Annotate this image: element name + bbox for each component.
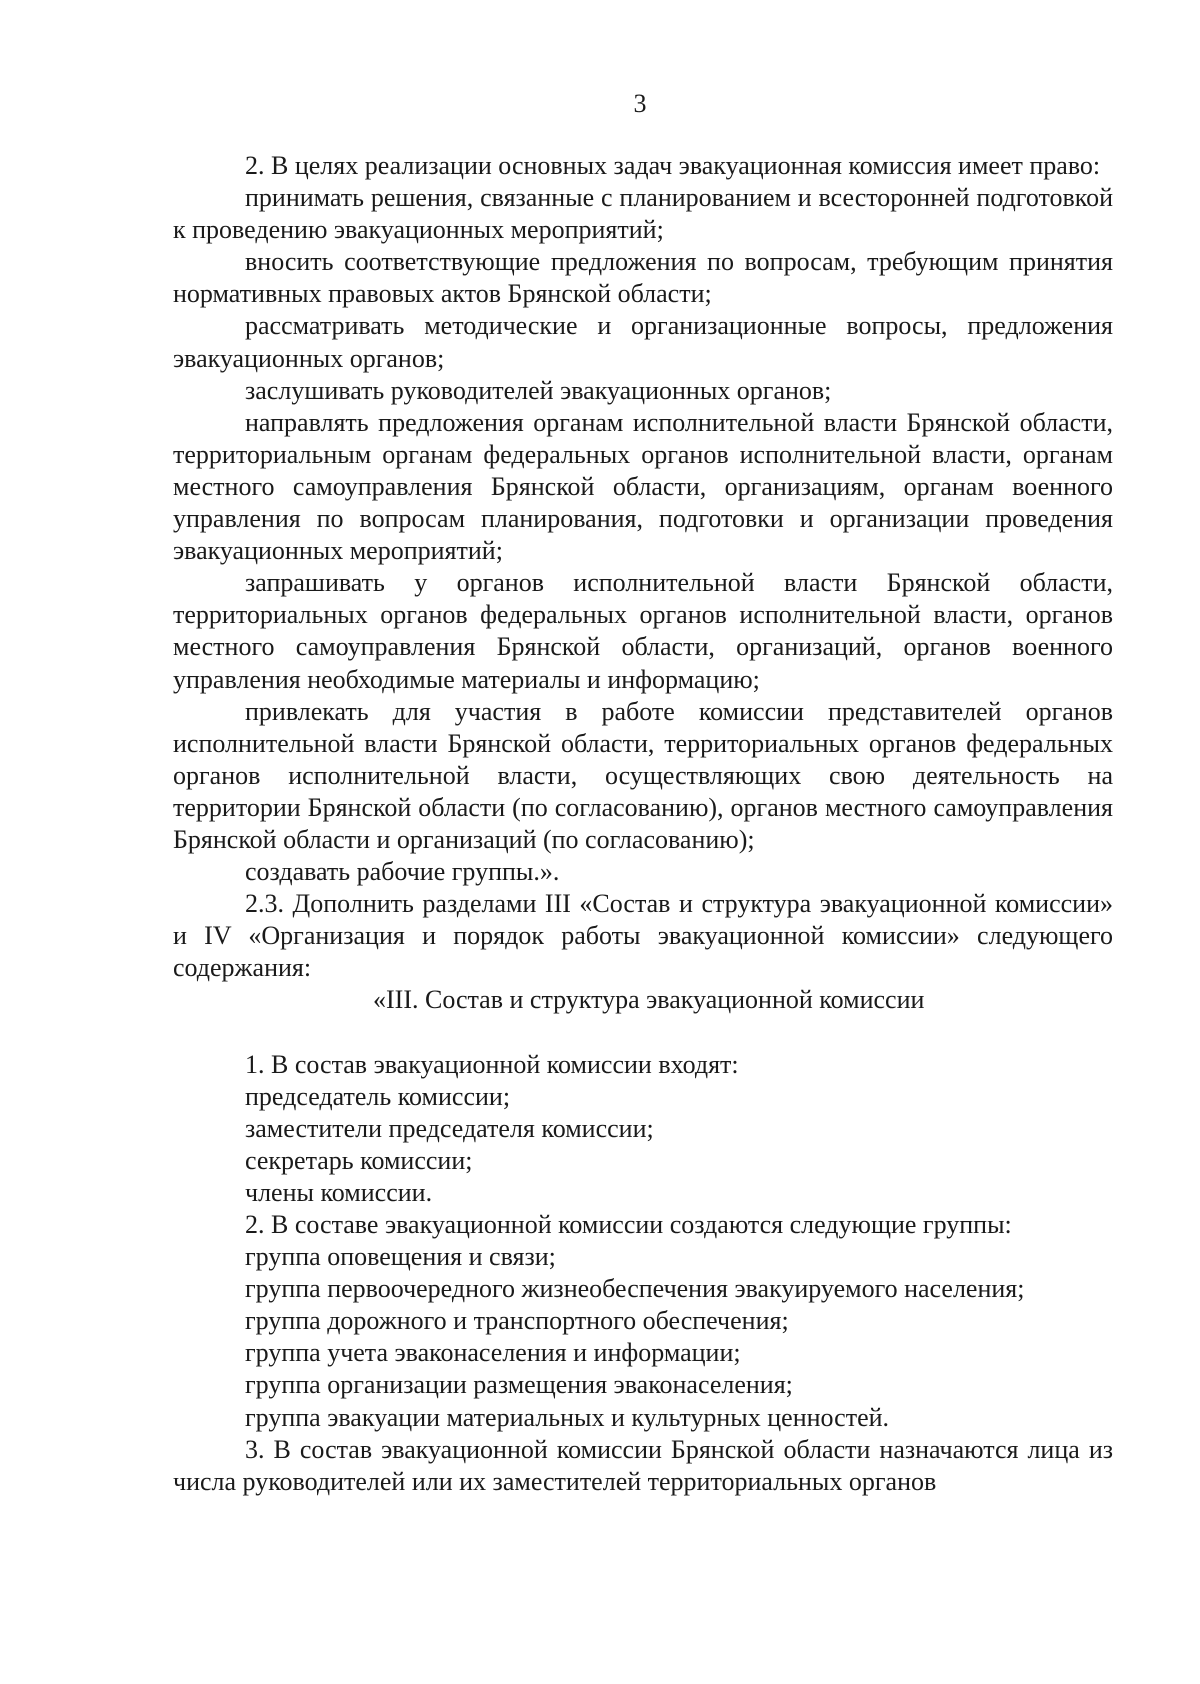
group-item: группа учета эваконаселения и информации; xyxy=(245,1338,741,1368)
paragraph-right-proposals: вносить соответствующие предложения по вопросам, требующим принятия нормативных правовых актов Брянской области; xyxy=(173,247,1113,309)
paragraph-right-groups: создавать рабочие группы.». xyxy=(245,857,560,887)
group-item: группа первоочередного жизнеобеспечения эвакуируемого населения; xyxy=(245,1274,1025,1304)
composition-item: члены комиссии. xyxy=(245,1177,433,1207)
paragraph-right-direct: направлять предложения органам исполнительной власти Брянской области, территориальным органам федеральных органов исполнительной власти, органам местного самоуправления Брянской области, организациям, органам военного управления по вопросам планирования, подготовки и организации проведения эвакуационных мероприятий; xyxy=(173,407,1113,566)
paragraph-right-review: рассматривать методические и организационные вопросы, предложения эвакуационных органов; xyxy=(173,311,1113,373)
paragraph-right-decisions: принимать решения, связанные с планированием и всесторонней подготовкой к проведению эвакуационных мероприятий; xyxy=(173,183,1113,245)
groups-intro: 2. В составе эвакуационной комиссии создаются следующие группы: xyxy=(245,1210,1012,1239)
composition-item: заместители председателя комиссии; xyxy=(245,1113,654,1143)
paragraph-right-involve: привлекать для участия в работе комиссии представителей органов исполнительной власти Брянской области, территориальных органов федеральных органов исполнительной власти, осуществляющих свою деятельность на территории Брянской области (по согласованию), органов местного самоуправления Брянской области и организаций (по согласованию); xyxy=(173,696,1113,854)
section-heading: «III. Состав и структура эвакуационной комиссии xyxy=(373,985,925,1015)
group-item: группа эвакуации материальных и культурных ценностей. xyxy=(245,1402,890,1432)
group-item: группа дорожного и транспортного обеспечения; xyxy=(245,1306,789,1336)
group-item: группа организации размещения эваконаселения; xyxy=(245,1370,793,1400)
paragraph-right-hear: заслушивать руководителей эвакуационных органов; xyxy=(245,375,832,405)
document-body xyxy=(173,150,1113,1498)
paragraph-appointment: 3. В состав эвакуационной комиссии Брянской области назначаются лица из числа руководителей или их заместителей территориальных органов xyxy=(173,1434,1113,1496)
page-number: 3 xyxy=(633,89,647,118)
composition-item: председатель комиссии; xyxy=(245,1081,511,1111)
section-gap xyxy=(173,1017,1113,1049)
composition-intro: 1. В состав эвакуационной комиссии входят: xyxy=(245,1049,739,1079)
composition-item: секретарь комиссии; xyxy=(245,1145,473,1175)
group-item: группа оповещения и связи; xyxy=(245,1242,556,1272)
paragraph-right-request: запрашивать у органов исполнительной власти Брянской области, территориальных органов федеральных органов исполнительной власти, органов местного самоуправления Брянской области, организаций, органов военного управления необходимые материалы и информацию; xyxy=(173,568,1113,694)
paragraph-amendment: 2.3. Дополнить разделами III «Состав и структура эвакуационной комиссии» и IV «Организация и порядок работы эвакуационной комиссии» следующего содержания: xyxy=(173,889,1113,983)
paragraph-rights-intro: 2. В целях реализации основных задач эвакуационная комиссия имеет право: xyxy=(245,151,1101,180)
